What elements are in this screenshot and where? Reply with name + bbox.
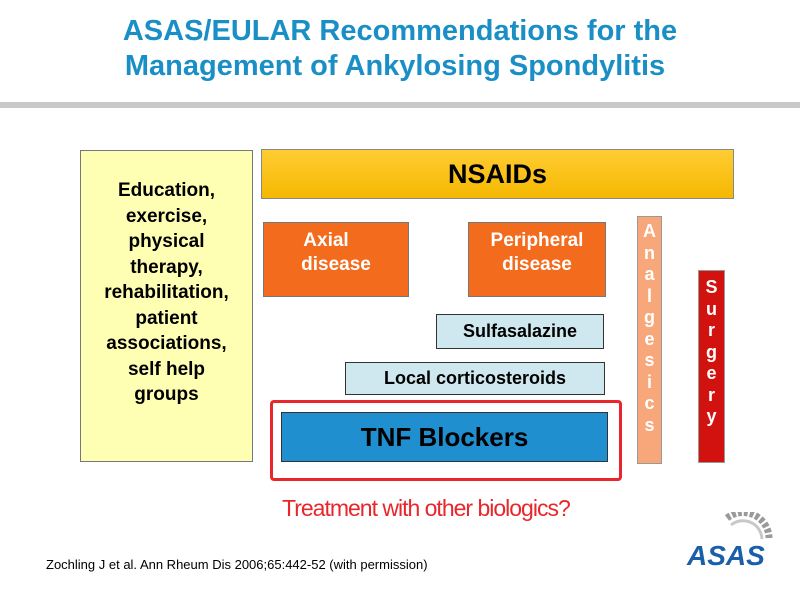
education-line: groups <box>134 384 199 405</box>
education-line: self help <box>127 358 206 380</box>
surgery-letter: r <box>707 320 715 340</box>
citation-text: Zochling J et al. Ann Rheum Dis 2006;65:442-52 (with permission) <box>46 557 428 572</box>
peripheral-label: Peripheral <box>490 230 584 251</box>
analgesics-bar <box>637 216 662 464</box>
education-line: physical <box>128 231 205 252</box>
analgesics-letter: n <box>644 242 655 263</box>
analgesics-letter: c <box>644 393 655 413</box>
tnf-blockers-box: TNF Blockers <box>281 412 608 462</box>
local-corticosteroids-box: Local corticosteroids <box>345 362 605 395</box>
analgesics-letter: s <box>644 414 655 435</box>
surgery-bar <box>698 270 725 463</box>
education-line: Education, <box>117 180 216 201</box>
nsaids-box: NSAIDs <box>261 149 734 199</box>
slide-title <box>0 14 800 84</box>
education-line: associations, <box>106 333 227 354</box>
logo-gear-icon <box>727 512 769 539</box>
analgesics-letter: g <box>644 307 655 327</box>
analgesics-letter: s <box>644 350 655 370</box>
title-line-2: Management of Ankylosing Spondylitis <box>124 50 666 82</box>
education-line: patient <box>135 307 198 329</box>
education-line: rehabilitation, <box>104 282 229 303</box>
surgery-letter: r <box>707 384 715 405</box>
title-divider <box>0 102 800 108</box>
education-line: exercise, <box>125 205 208 227</box>
title-line-1: ASAS/EULAR Recommendations for the <box>122 15 678 47</box>
peripheral-label: disease <box>502 254 572 275</box>
surgery-letter: u <box>706 298 717 319</box>
analgesics-letter: l <box>646 285 652 306</box>
analgesics-letter: a <box>644 264 655 284</box>
analgesics-letter: A <box>643 221 656 241</box>
surgery-letter: g <box>706 341 717 362</box>
axial-label: disease <box>301 254 371 275</box>
asas-logo <box>683 512 778 574</box>
biologics-question: Treatment with other biologics? <box>282 495 570 521</box>
surgery-letter: S <box>705 277 718 297</box>
axial-label: Axial <box>303 230 349 251</box>
analgesics-letter: i <box>646 371 652 392</box>
analgesics-letter: e <box>644 328 655 349</box>
education-box <box>80 150 253 462</box>
axial-disease-box <box>263 222 409 297</box>
sulfasalazine-box: Sulfasalazine <box>436 314 604 349</box>
education-line: therapy, <box>130 256 203 278</box>
surgery-letter: e <box>706 363 717 383</box>
peripheral-disease-box <box>468 222 606 297</box>
logo-text: ASAS <box>687 540 765 571</box>
surgery-letter: y <box>706 406 717 426</box>
